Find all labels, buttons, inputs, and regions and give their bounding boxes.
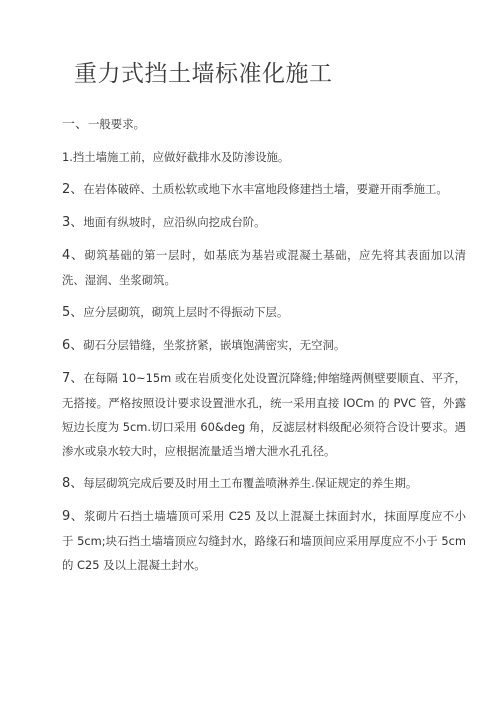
paragraph-text: 一般要求。	[88, 117, 145, 131]
paragraph-general-requirements	[62, 112, 466, 137]
paragraph-number: 6、	[62, 338, 84, 353]
paragraph-item-7	[62, 366, 466, 463]
paragraph-text: 在每隔 10~15m 或在岩质变化处设置沉降缝;伸缩缝两侧壁要顺直、平齐，无搭接。严格按照设计要求设置泄水孔，统一采用直接 lOCm 的 PVC 管，外露短边长度为 5cm.切口采用 60&deg 角，反滤层材料级配必须符合设计要求。遇渗水或泉水较大时，应根据流量适当增大泄水孔孔径。	[62, 371, 466, 458]
paragraph-item-8	[62, 471, 466, 496]
paragraph-text: 地面有纵坡时，应沿纵向挖成台阶。	[83, 215, 266, 229]
paragraph-text: 砌筑基础的第一层时，如基底为基岩或混凝土基础，应先将其表面加以清洗、湿润、坐浆砌筑。	[62, 248, 466, 287]
document-title: 重力式挡土墙标准化施工	[74, 61, 333, 87]
paragraph-text: 砌石分层错缝，坐浆挤紧，嵌填饱满密实，无空洞。	[83, 338, 346, 352]
paragraph-number: 9、	[62, 509, 84, 524]
paragraph-text: 每层砌筑完成后要及时用土工布覆盖喷淋养生.保证规定的养生期。	[83, 476, 418, 490]
paragraph-text: 挡土墙施工前，应做好截排水及防渗设施。	[72, 150, 290, 164]
paragraph-item-4	[62, 243, 466, 292]
paragraph-number: 2、	[62, 182, 84, 197]
paragraph-number: 8、	[62, 476, 84, 491]
paragraph-number: 1.	[62, 150, 73, 164]
paragraph-number: 4、	[62, 248, 85, 263]
paragraph-text: 应分层砌筑，砌筑上层时不得振动下层。	[83, 305, 289, 319]
paragraph-number: 一、	[62, 117, 89, 132]
paragraph-item-3	[62, 210, 466, 235]
paragraph-item-2	[62, 177, 466, 202]
paragraph-text: 在岩体破碎、土质松软或地下水丰富地段修建挡土墙，要避开雨季施工。	[83, 182, 448, 196]
paragraph-item-1	[62, 145, 466, 169]
paragraph-number: 7、	[62, 371, 84, 386]
paragraph-item-9	[62, 504, 466, 577]
paragraph-text: 浆砌片石挡土墙墙顶可采用 C25 及以上混凝土抹面封水，抹面厚度应不小于 5cm;块石挡土墙墙顶应勾缝封水，路缘石和墙顶间应采用厚度应不小于 5cm 的 C25 及以上混凝土封水。	[62, 509, 466, 572]
paragraph-number: 5、	[62, 305, 84, 320]
paragraph-item-6	[62, 333, 466, 358]
paragraph-item-5	[62, 300, 466, 325]
paragraph-number: 3、	[62, 215, 84, 230]
